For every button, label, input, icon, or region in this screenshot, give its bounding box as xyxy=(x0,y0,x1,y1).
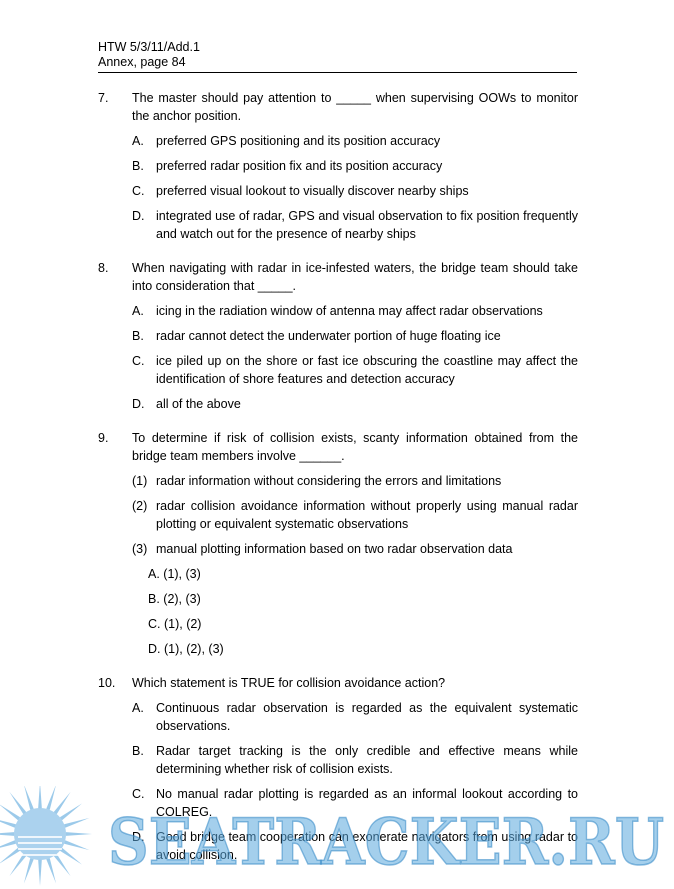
question-number: 9. xyxy=(98,431,109,445)
document-header xyxy=(98,40,576,70)
option-d xyxy=(132,395,578,413)
question-7 xyxy=(98,89,578,243)
header-rule xyxy=(98,72,577,73)
sub-item-text: radar collision avoidance information without properly using manual radar plotting or equivalent systematic observations xyxy=(156,499,578,531)
question-9 xyxy=(98,429,578,658)
option-a xyxy=(132,699,578,735)
option-c xyxy=(132,785,578,821)
option-c xyxy=(132,352,578,388)
option-label: B. xyxy=(132,159,144,173)
choice-b: B. (2), (3) xyxy=(148,592,201,606)
sub-item-label: (2) xyxy=(132,499,148,513)
option-label: B. xyxy=(132,744,144,758)
option-label: D. xyxy=(132,397,145,411)
sub-item-label: (3) xyxy=(132,542,148,556)
option-label: A. xyxy=(132,701,144,715)
choice-a: A. (1), (3) xyxy=(148,567,201,581)
option-text: No manual radar plotting is regarded as an informal lookout according to COLREG. xyxy=(156,787,578,819)
option-text: preferred visual lookout to visually discover nearby ships xyxy=(156,184,469,198)
option-text: icing in the radiation window of antenna may affect radar observations xyxy=(156,304,543,318)
question-10 xyxy=(98,674,578,864)
option-b xyxy=(132,157,578,175)
option-label: D. xyxy=(132,209,145,223)
option-b xyxy=(132,327,578,345)
option-a xyxy=(132,132,578,150)
sub-item-3 xyxy=(132,540,578,558)
option-text: Continuous radar observation is regarded as the equivalent systematic observations. xyxy=(156,701,578,733)
option-c xyxy=(132,182,578,200)
option-text: integrated use of radar, GPS and visual observation to fix position frequently and watch out for the presence of nearby ships xyxy=(156,209,578,241)
question-text: When navigating with radar in ice-infested waters, the bridge team should take into consideration that _____. xyxy=(132,261,578,293)
option-text: radar cannot detect the underwater portion of huge floating ice xyxy=(156,329,501,343)
question-8 xyxy=(98,259,578,413)
option-text: Radar target tracking is the only credible and effective means while determining whether risk of collision exists. xyxy=(156,744,578,776)
option-text: preferred radar position fix and its position accuracy xyxy=(156,159,443,173)
option-label: C. xyxy=(132,354,145,368)
question-number: 8. xyxy=(98,261,109,275)
choice-d: D. (1), (2), (3) xyxy=(148,642,224,656)
option-label: C. xyxy=(132,787,145,801)
sub-item-2 xyxy=(132,497,578,533)
sun-logo-icon xyxy=(0,786,92,886)
option-label: B. xyxy=(132,329,144,343)
header-page-ref: Annex, page 84 xyxy=(98,55,186,69)
question-number: 7. xyxy=(98,91,109,105)
option-d xyxy=(132,207,578,243)
option-a xyxy=(132,302,578,320)
question-number: 10. xyxy=(98,676,116,690)
question-text: To determine if risk of collision exists, scanty information obtained from the bridge team members involve ______. xyxy=(132,431,578,463)
sub-item-text: radar information without considering the errors and limitations xyxy=(156,474,502,488)
choice-c: C. (1), (2) xyxy=(148,617,202,631)
option-d xyxy=(132,828,578,864)
question-text: Which statement is TRUE for collision avoidance action? xyxy=(132,676,446,690)
option-label: A. xyxy=(132,304,144,318)
option-label: D. xyxy=(132,830,145,844)
option-text: preferred GPS positioning and its position accuracy xyxy=(156,134,441,148)
option-text: Good bridge team cooperation can exonerate navigators from using radar to avoid collision. xyxy=(156,830,578,862)
question-text: The master should pay attention to _____ when supervising OOWs to monitor the anchor position. xyxy=(132,91,578,123)
option-label: C. xyxy=(132,184,145,198)
option-b xyxy=(132,742,578,778)
option-label: A. xyxy=(132,134,144,148)
watermark-text: SEATRACKER.RU xyxy=(108,805,664,880)
sub-item-1 xyxy=(132,472,578,490)
header-doc-ref: HTW 5/3/11/Add.1 xyxy=(98,40,200,54)
sub-item-label: (1) xyxy=(132,474,148,488)
sub-item-text: manual plotting information based on two radar observation data xyxy=(156,542,513,556)
option-text: all of the above xyxy=(156,397,241,411)
option-text: ice piled up on the shore or fast ice obscuring the coastline may affect the identification of shore features and detection accuracy xyxy=(156,354,578,386)
